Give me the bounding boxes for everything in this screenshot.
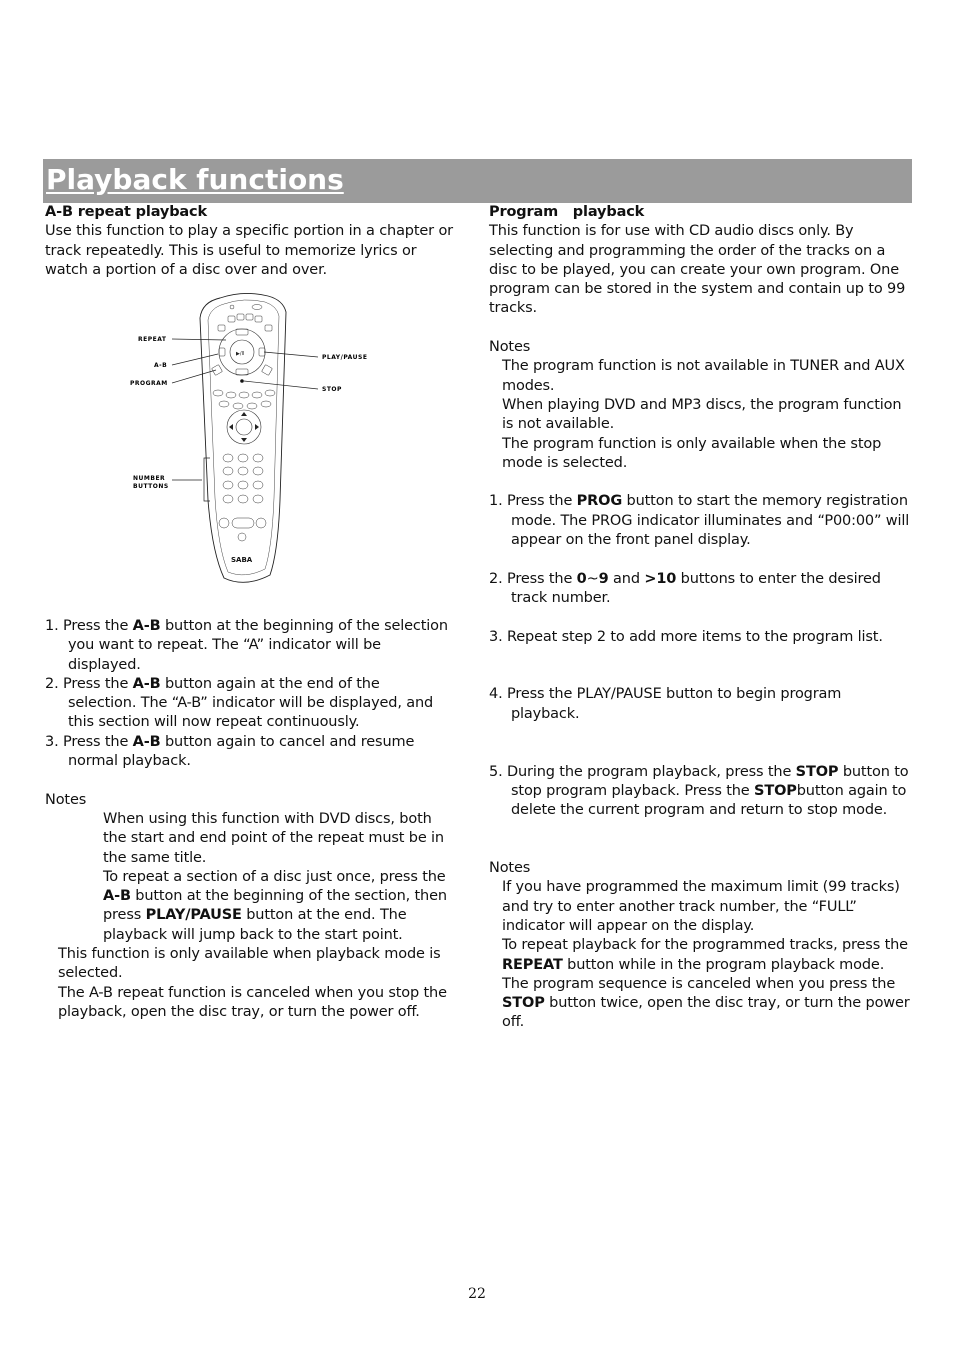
ab-step-2: 2. Press the A-B button again at the end of the selection. The “A-B” indicator will be displayed, and this section will now repeat continuously. <box>45 675 434 731</box>
program-notes-label: Notes <box>489 339 531 356</box>
label-program: PROGRAM <box>130 380 168 387</box>
ab-note-2: To repeat a section of a disc just once, press the A-B button at the beginning of the section, then press PLAY/PAUSE button at the end. The playback will jump back to the start point. <box>103 868 447 943</box>
remote-body-outline <box>200 293 286 582</box>
label-stop: STOP <box>322 386 342 393</box>
program-intro: This function is for use with CD audio discs only. By selecting and programming the order of the tracks on a disc to be played, you can create your own program. One program can be stored in the system and contain up to 99 tracks. <box>489 223 906 317</box>
label-number-buttons-line1: NUMBER <box>133 475 166 482</box>
ab-repeat-heading: A-B repeat playback <box>45 204 207 220</box>
label-repeat: REPEAT <box>138 336 167 343</box>
program-playback-heading: Program playback <box>489 204 645 220</box>
program-step-4: 4. Press the PLAY/PAUSE button to begin program playback. <box>489 686 842 722</box>
program-note-b1: If you have programmed the maximum limit (99 tracks) and try to enter another track number, the “FULL” indicator will appear on the display. <box>502 879 900 934</box>
program-note-a2: When playing DVD and MP3 discs, the program function is not available. <box>502 396 902 433</box>
svg-text:▶/II: ▶/II <box>236 351 245 357</box>
ab-notes-label: Notes <box>45 791 87 808</box>
program-note-a3: The program function is only available when the stop mode is selected. <box>502 435 882 471</box>
label-number-buttons-line2: BUTTONS <box>133 483 169 490</box>
program-note-b3: The program sequence is canceled when you press the STOP button twice, open the disc tray, or turn the power off. <box>502 975 910 1031</box>
program-note-a1: The program function is not available in TUNER and AUX modes. <box>502 358 905 394</box>
ab-note-4: The A-B repeat function is canceled when you stop the playback, open the disc tray, or turn the power off. <box>58 984 447 1020</box>
program-step-1: 1. Press the PROG button to start the memory registration mode. The PROG indicator illuminates and “P00:00” will appear on the front panel display. <box>489 493 910 549</box>
program-step-2: 2. Press the 0~9 and >10 buttons to enter the desired track number. <box>489 570 881 606</box>
page-title: Playback functions <box>46 163 344 196</box>
program-step-5: 5. During the program playback, press the STOP button to stop program playback. Press the STOPbutton again to delete the current program and return to stop mode. <box>489 763 909 819</box>
ab-note-1: When using this function with DVD discs, both the start and end point of the repeat must be in the same title. <box>103 810 444 866</box>
left-column-steps <box>45 617 449 1022</box>
remote-control-illustration <box>120 290 390 590</box>
ab-note-3: This function is only available when playback mode is selected. <box>58 946 441 982</box>
ab-step-3: 3. Press the A-B button again to cancel and resume normal playback. <box>45 733 415 770</box>
ab-step-1: 1. Press the A-B button at the beginning of the selection you want to repeat. The “A” indicator will be displayed. <box>45 618 448 673</box>
left-column-intro <box>45 203 453 280</box>
right-column <box>489 203 913 1033</box>
program-notes2-label: Notes <box>489 860 531 877</box>
program-note-b2: To repeat playback for the programmed tracks, press the REPEAT button while in the program playback mode. <box>502 937 908 973</box>
label-play-pause: PLAY/PAUSE <box>322 354 368 361</box>
remote-brand-logo: SABA <box>231 556 253 564</box>
ab-repeat-intro: Use this function to play a specific portion in a chapter or track repeatedly. This is useful to memorize lyrics or watch a portion of a disc over and over. <box>45 223 453 278</box>
title-banner <box>43 159 912 203</box>
program-step-3: 3. Repeat step 2 to add more items to the program list. <box>489 628 883 645</box>
page-number: 22 <box>468 1286 486 1302</box>
label-ab: A-B <box>154 362 168 369</box>
